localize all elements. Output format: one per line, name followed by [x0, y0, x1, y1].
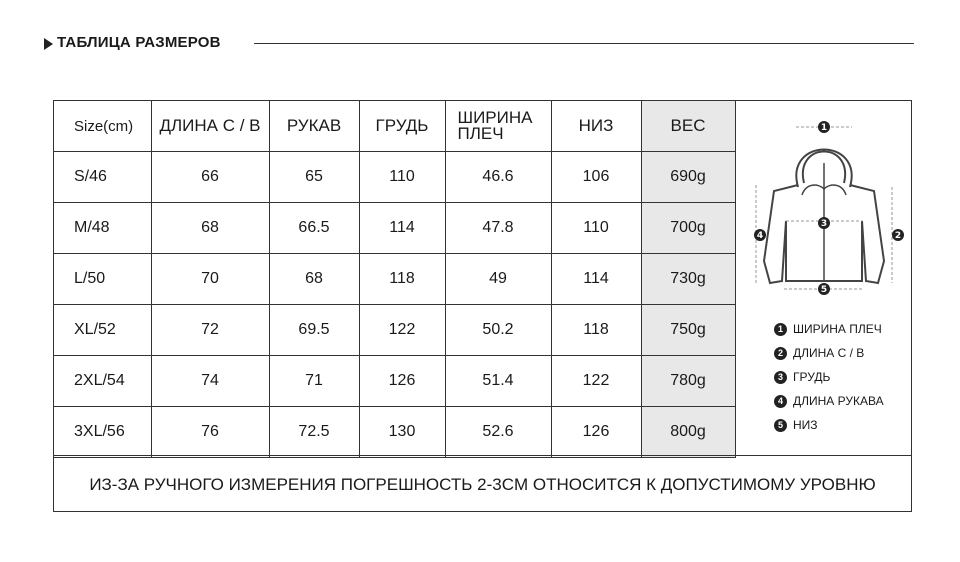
cell-shoulder: 49: [445, 254, 551, 305]
cell-hem: 118: [551, 305, 641, 356]
cell-chest: 122: [359, 305, 445, 356]
legend-label: ГРУДЬ: [793, 370, 831, 384]
cell-chest: 130: [359, 407, 445, 458]
legend-number-badge: 2: [774, 347, 787, 360]
cell-weight: 780g: [641, 356, 735, 407]
cell-hem: 114: [551, 254, 641, 305]
marker-3-label: 3: [820, 219, 828, 229]
legend-label: НИЗ: [793, 418, 818, 432]
cell-chest: 110: [359, 152, 445, 203]
legend-item: [774, 365, 924, 389]
cell-shoulder: 47.8: [445, 203, 551, 254]
cell-shoulder: 51.4: [445, 356, 551, 407]
legend-item: [774, 341, 924, 365]
table-row: [54, 254, 735, 305]
measurement-legend: [774, 317, 924, 437]
section-header: [44, 34, 914, 54]
marker-1-label: 1: [820, 123, 828, 133]
column-header-length: ДЛИНА С / В: [151, 101, 269, 152]
cell-chest: 118: [359, 254, 445, 305]
cell-shoulder: 46.6: [445, 152, 551, 203]
cell-sleeve: 68: [269, 254, 359, 305]
cell-chest: 126: [359, 356, 445, 407]
cell-length: 66: [151, 152, 269, 203]
table-row: [54, 407, 735, 458]
column-header-chest: ГРУДЬ: [359, 101, 445, 152]
size-chart-frame: [53, 100, 912, 512]
cell-weight: 690g: [641, 152, 735, 203]
cell-shoulder: 50.2: [445, 305, 551, 356]
header-divider: [254, 43, 914, 44]
legend-label: ДЛИНА РУКАВА: [793, 394, 884, 408]
marker-4-label: 4: [756, 231, 764, 241]
cell-sleeve: 72.5: [269, 407, 359, 458]
column-header-shoulder-text: ШИРИНА ПЛЕЧ: [457, 108, 533, 143]
column-header-size: Size(cm): [54, 101, 151, 152]
cell-size: XL/52: [54, 305, 151, 356]
column-header-sleeve: РУКАВ: [269, 101, 359, 152]
cell-size: 3XL/56: [54, 407, 151, 458]
cell-length: 76: [151, 407, 269, 458]
cell-sleeve: 71: [269, 356, 359, 407]
cell-sleeve: 66.5: [269, 203, 359, 254]
cell-sleeve: 65: [269, 152, 359, 203]
legend-number-badge: 4: [774, 395, 787, 408]
table-row: [54, 152, 735, 203]
cell-length: 70: [151, 254, 269, 305]
cell-weight: 730g: [641, 254, 735, 305]
column-header-hem: НИЗ: [551, 101, 641, 152]
cell-length: 72: [151, 305, 269, 356]
legend-item: [774, 389, 924, 413]
measurement-note: ИЗ-ЗА РУЧНОГО ИЗМЕРЕНИЯ ПОГРЕШНОСТЬ 2-3CM ОТНОСИТСЯ К ДОПУСТИМОМУ УРОВНЮ: [54, 455, 911, 512]
marker-5-label: 5: [820, 285, 828, 295]
legend-item: [774, 317, 924, 341]
cell-size: L/50: [54, 254, 151, 305]
marker-2-label: 2: [894, 231, 902, 241]
table-header-row: [54, 101, 735, 152]
cell-weight: 700g: [641, 203, 735, 254]
cell-length: 68: [151, 203, 269, 254]
table-row: [54, 203, 735, 254]
legend-label: ШИРИНА ПЛЕЧ: [793, 322, 882, 336]
cell-hem: 126: [551, 407, 641, 458]
size-table: [54, 101, 736, 458]
cell-size: M/48: [54, 203, 151, 254]
cell-chest: 114: [359, 203, 445, 254]
legend-label: ДЛИНА С / В: [793, 346, 865, 360]
legend-number-badge: 3: [774, 371, 787, 384]
legend-item: [774, 413, 924, 437]
cell-length: 74: [151, 356, 269, 407]
cell-weight: 800g: [641, 407, 735, 458]
cell-size: 2XL/54: [54, 356, 151, 407]
table-row: [54, 356, 735, 407]
legend-number-badge: 1: [774, 323, 787, 336]
cell-shoulder: 52.6: [445, 407, 551, 458]
column-header-weight: ВЕС: [641, 101, 735, 152]
legend-number-badge: 5: [774, 419, 787, 432]
cell-weight: 750g: [641, 305, 735, 356]
table-row: [54, 305, 735, 356]
cell-hem: 122: [551, 356, 641, 407]
column-header-shoulder: [445, 101, 551, 152]
page-title: ТАБЛИЦА РАЗМЕРОВ: [57, 34, 225, 51]
arrow-right-icon: [44, 38, 53, 50]
cell-size: S/46: [54, 152, 151, 203]
cell-sleeve: 69.5: [269, 305, 359, 356]
cell-hem: 110: [551, 203, 641, 254]
cell-hem: 106: [551, 152, 641, 203]
